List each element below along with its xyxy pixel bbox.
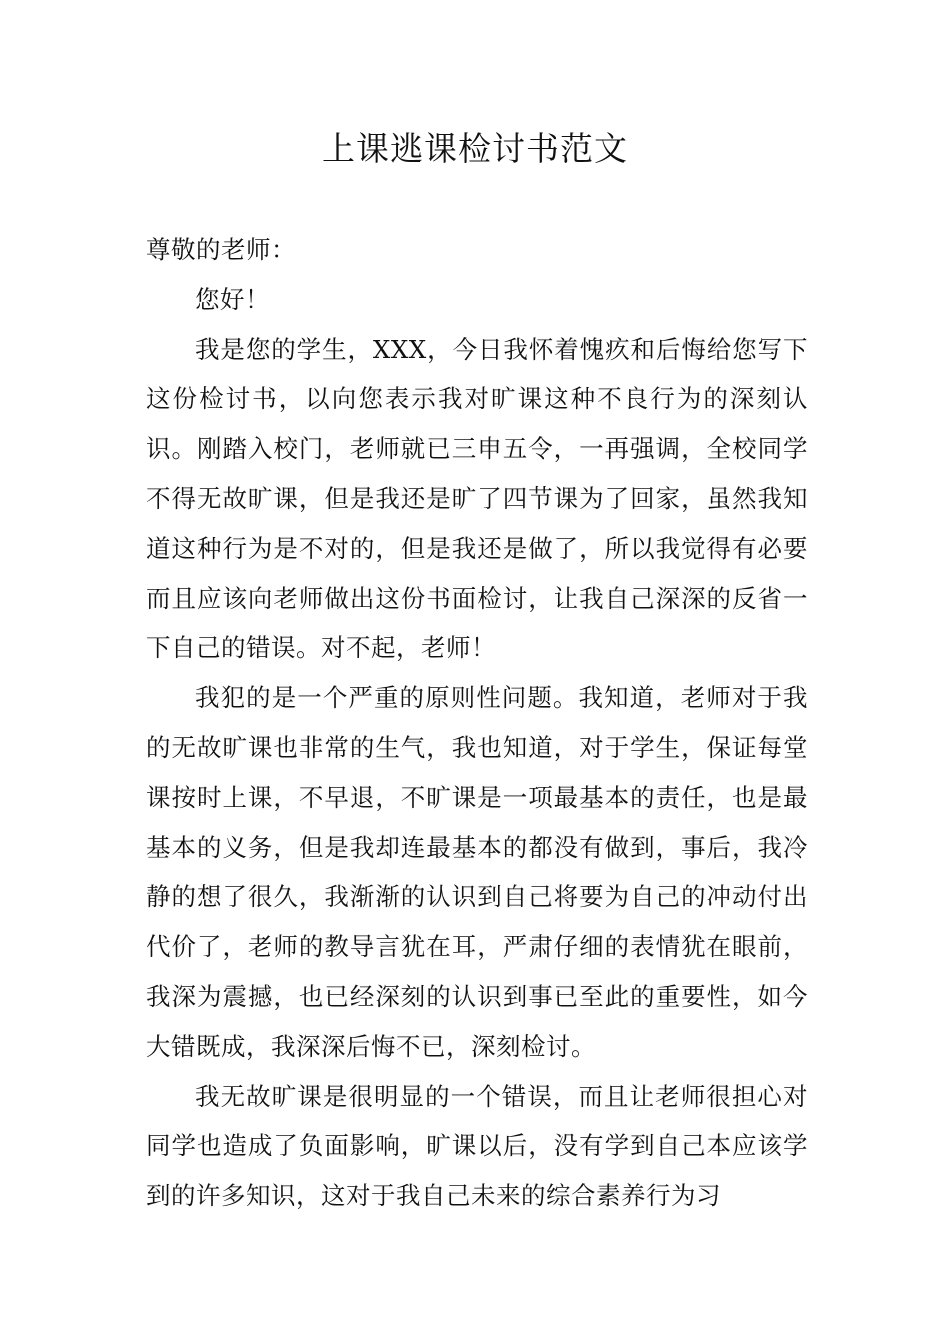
paragraph-1: 我是您的学生，XXX，今日我怀着愧疚和后悔给您写下这份检讨书，以向您表示我对旷课这种不良行为的深刻认识。刚踏入校门，老师就已三申五令，一再强调，全校同学不得无故旷课，但是我还是旷了四节课为了回家，虽然我知道这种行为是不对的，但是我还是做了，所以我觉得有必要而且应该向老师做出这份书面检讨，让我自己深深的反省一下自己的错误。对不起，老师！ — [146, 334, 808, 663]
paragraph-3: 我无故旷课是很明显的一个错误，而且让老师很担心对同学也造成了负面影响，旷课以后，没有学到自己本应该学到的许多知识，这对于我自己未来的综合素养行为习 — [146, 1081, 808, 1211]
salutation: 尊敬的老师： — [146, 235, 296, 264]
paragraph-2: 我犯的是一个严重的原则性问题。我知道，老师对于我的无故旷课也非常的生气，我也知道，对于学生，保证每堂课按时上课，不早退，不旷课是一项最基本的责任，也是最基本的义务，但是我却连最基本的都没有做到，事后，我冷静的想了很久，我渐渐的认识到自己将要为自己的冲动付出代价了，老师的教导言犹在耳，严肃仔细的表情犹在眼前，我深为震撼，也已经深刻的认识到事已至此的重要性，如今大错既成，我深深后悔不已，深刻检讨。 — [146, 683, 808, 1061]
greeting: 您好！ — [195, 284, 270, 314]
document-body — [146, 225, 808, 1221]
document-title: 上课逃课检讨书范文 — [322, 129, 628, 168]
